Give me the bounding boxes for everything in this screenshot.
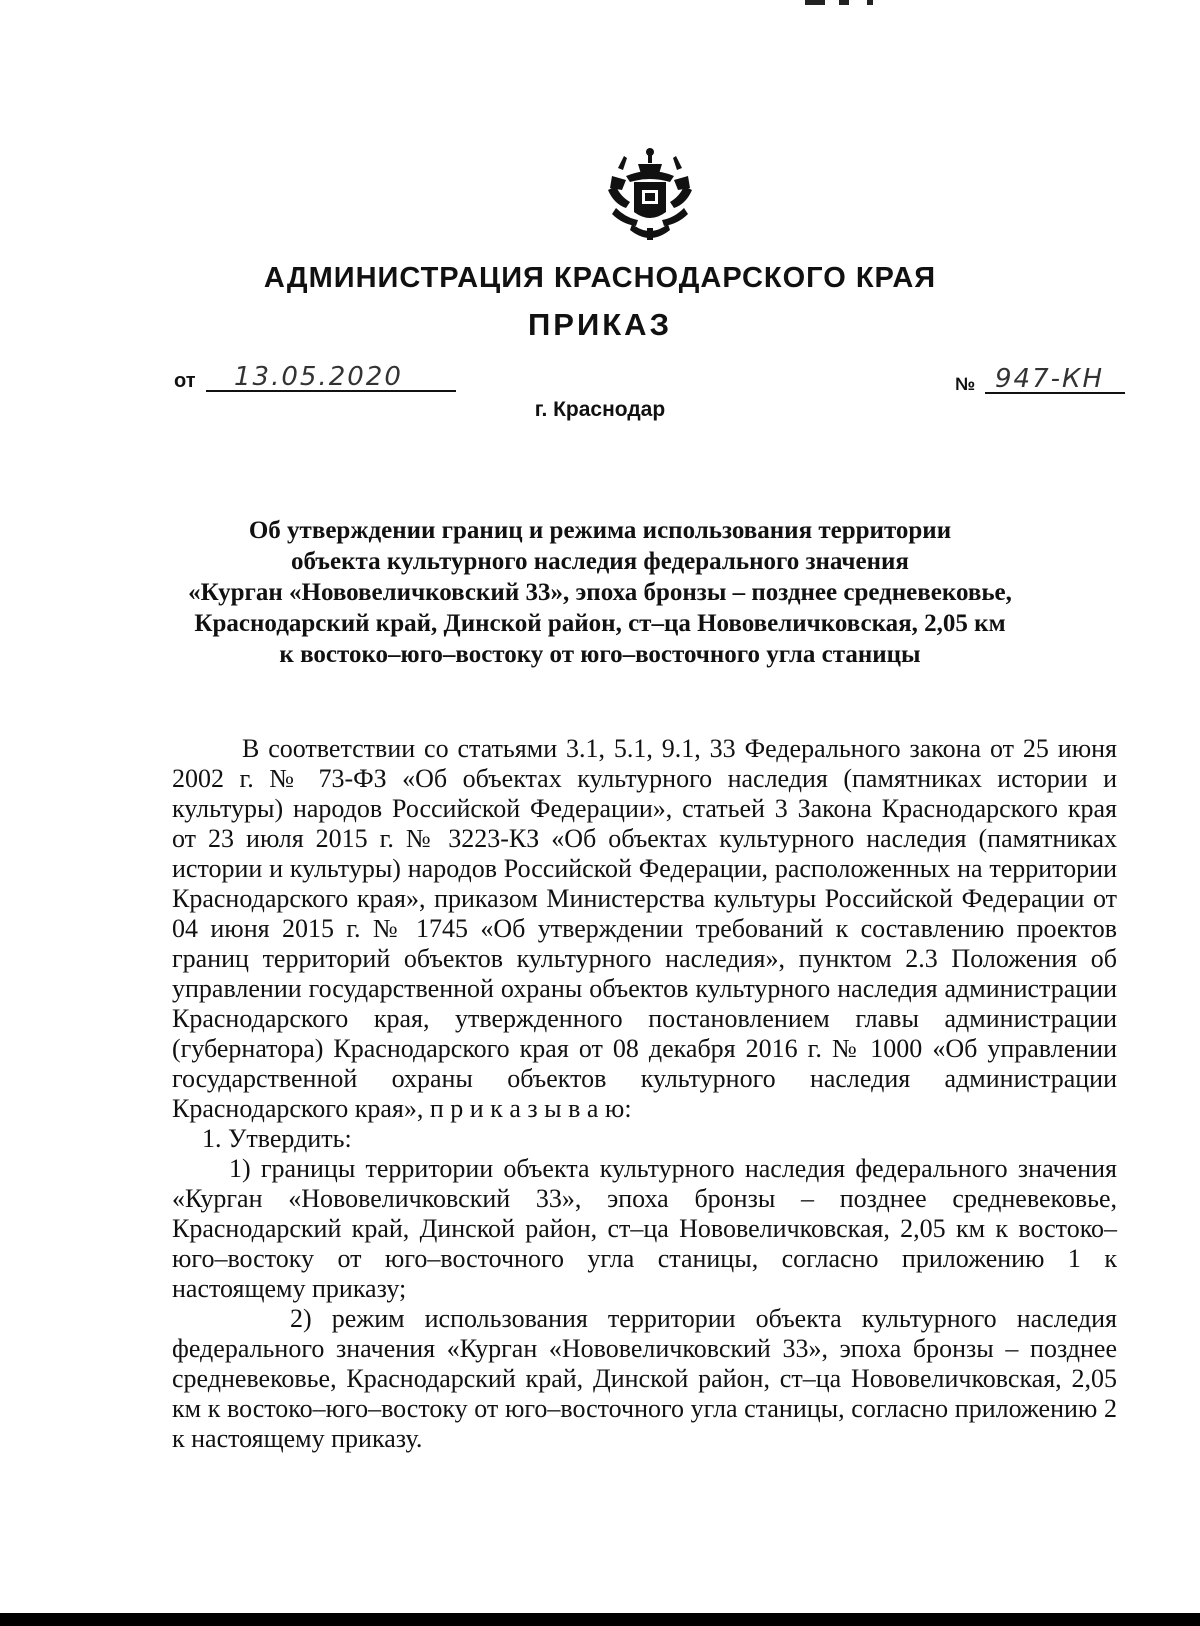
sub-item-1: 1) границы территории объекта культурного наследия федерального значения «Курган «Нововеличковский 33», эпоха бронзы – позднее средневековье, Краснодарский край, Динской район, ст–ца Нововеличковская, 2,05 км к востоко–юго–востоку от юго–восточного угла станицы, согласно приложению 1 к настоящему приказу; (172, 1154, 1117, 1303)
coat-of-arms-emblem (604, 146, 696, 242)
sub-item-2: 2) режим использования территории объекта культурного наследия федерального значения «Курган «Нововеличковский 33», эпоха бронзы – позднее средневековье, Краснодарский край, Динской район, ст–ца Нововеличковская, 2,05 км к востоко–юго–востоку от юго–восточного угла станицы, согласно приложению 2 к настоящему приказу. (172, 1304, 1117, 1453)
item-1: 1. Утвердить: (202, 1124, 352, 1153)
scan-artifact-top (805, 0, 895, 6)
document-type: ПРИКАЗ (528, 307, 672, 342)
title-line: к востоко–юго–востоку от юго–восточного угла станицы (279, 641, 921, 668)
date-prefix: от (174, 370, 196, 392)
title-line: Краснодарский край, Динской район, ст–ца Нововеличковская, 2,05 км (194, 610, 1006, 637)
number-field: 947-КН (985, 364, 1125, 394)
title-line: объекта культурного наследия федерального значения (291, 548, 909, 575)
title-line: Об утверждении границ и режима использования территории (248, 517, 952, 544)
city-label: г. Краснодар (534, 398, 666, 421)
document-body (172, 734, 1117, 1454)
title-line: «Курган «Нововеличковский 33», эпоха бронзы – позднее средневековье, (188, 579, 1012, 606)
document-title (150, 515, 1050, 670)
number-prefix: № (955, 374, 976, 394)
preamble-paragraph: В соответствии со статьями 3.1, 5.1, 9.1, 33 Федерального закона от 25 июня 2002 г. № 73-ФЗ «Об объектах культурного наследия (памятниках истории и культуры) народов Российской Федерации», статьей 3 Закона Краснодарского края от 23 июля 2015 г. № 3223-КЗ «Об объектах культурного наследия (памятниках истории и культуры) народов Российской Федерации, расположенных на территории Краснодарского края», приказом Министерства культуры Российской Федерации от 04 июня 2015 г. № 1745 «Об утверждении требований к составлению проектов границ территорий объектов культурного наследия», пунктом 2.3 Положения об управлении государственной охраны объектов культурного наследия администрации Краснодарского края, утвержденного постановлением главы администрации (губернатора) Краснодарского края от 08 декабря 2016 г. № 1000 «Об управлении государственной охраны объектов культурного наследия администрации Краснодарского края», п р и к а з ы в а ю: (172, 734, 1117, 1123)
organization-name: АДМИНИСТРАЦИЯ КРАСНОДАРСКОГО КРАЯ (263, 262, 937, 294)
date-field: 13.05.2020 (206, 362, 456, 392)
scan-edge-bottom (0, 1613, 1200, 1626)
